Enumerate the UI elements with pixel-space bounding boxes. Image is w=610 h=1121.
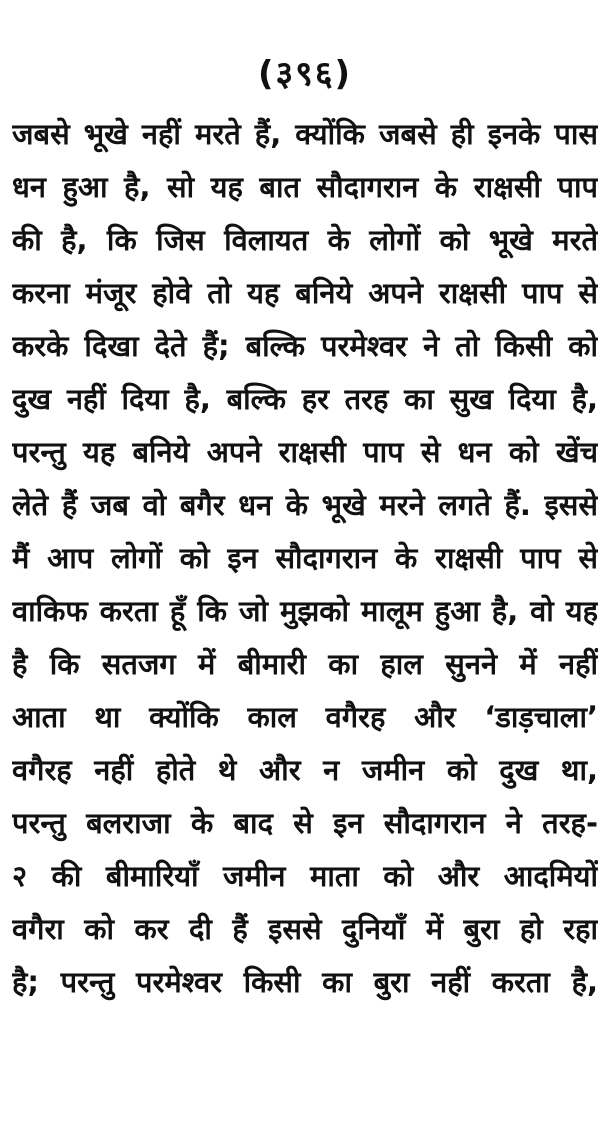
text-line: की है, कि जिस विलायत के लोगों को भूखे मरते [12,223,598,257]
text-line: मैं आप लोगों को इन सौदागरान के राक्षसी पाप से [12,541,598,575]
text-line: धन हुआ है, सो यह बात सौदागरान के राक्षसी पाप [12,170,598,204]
text-line: दुख नहीं दिया है, बल्कि हर तरह का सुख दिया है, [12,382,598,416]
page-number: (३९६) [257,54,353,94]
text-line: है कि सतजग में बीमारी का हाल सुनने में नहीं [12,647,598,681]
text-line: करना मंजूर होवे तो यह बनिये अपने राक्षसी पाप से [12,276,598,310]
text-line: जबसे भूखे नहीं मरते हैं, क्योंकि जबसे ही इनके पास [12,117,598,151]
body-text [12,108,598,1009]
text-line: वगैरह नहीं होते थे और न जमीन को दुख था, [12,753,598,787]
text-line: है; परन्तु परमेश्वर किसी का बुरा नहीं करता है, [12,965,598,999]
text-line: करके दिखा देते हैं; बल्कि परमेश्वर ने तो किसी को [12,329,598,363]
text-line: २ की बीमारियाँ जमीन माता को और आदमियों [12,859,598,893]
text-line: लेते हैं जब वो बगैर धन के भूखे मरने लगते हैं. इससे [12,488,598,522]
text-line: आता था क्योंकि काल वगैरह और ‘डाड़चाला’ [12,700,598,734]
text-line: वाकिफ करता हूँ कि जो मुझको मालूम हुआ है, वो यह [12,594,598,628]
text-line: वगैरा को कर दी हैं इससे दुनियाँ में बुरा हो रहा [12,912,598,946]
text-line: परन्तु यह बनिये अपने राक्षसी पाप से धन को खेंच [12,435,598,469]
text-line: परन्तु बलराजा के बाद से इन सौदागरान ने तरह- [12,806,598,840]
